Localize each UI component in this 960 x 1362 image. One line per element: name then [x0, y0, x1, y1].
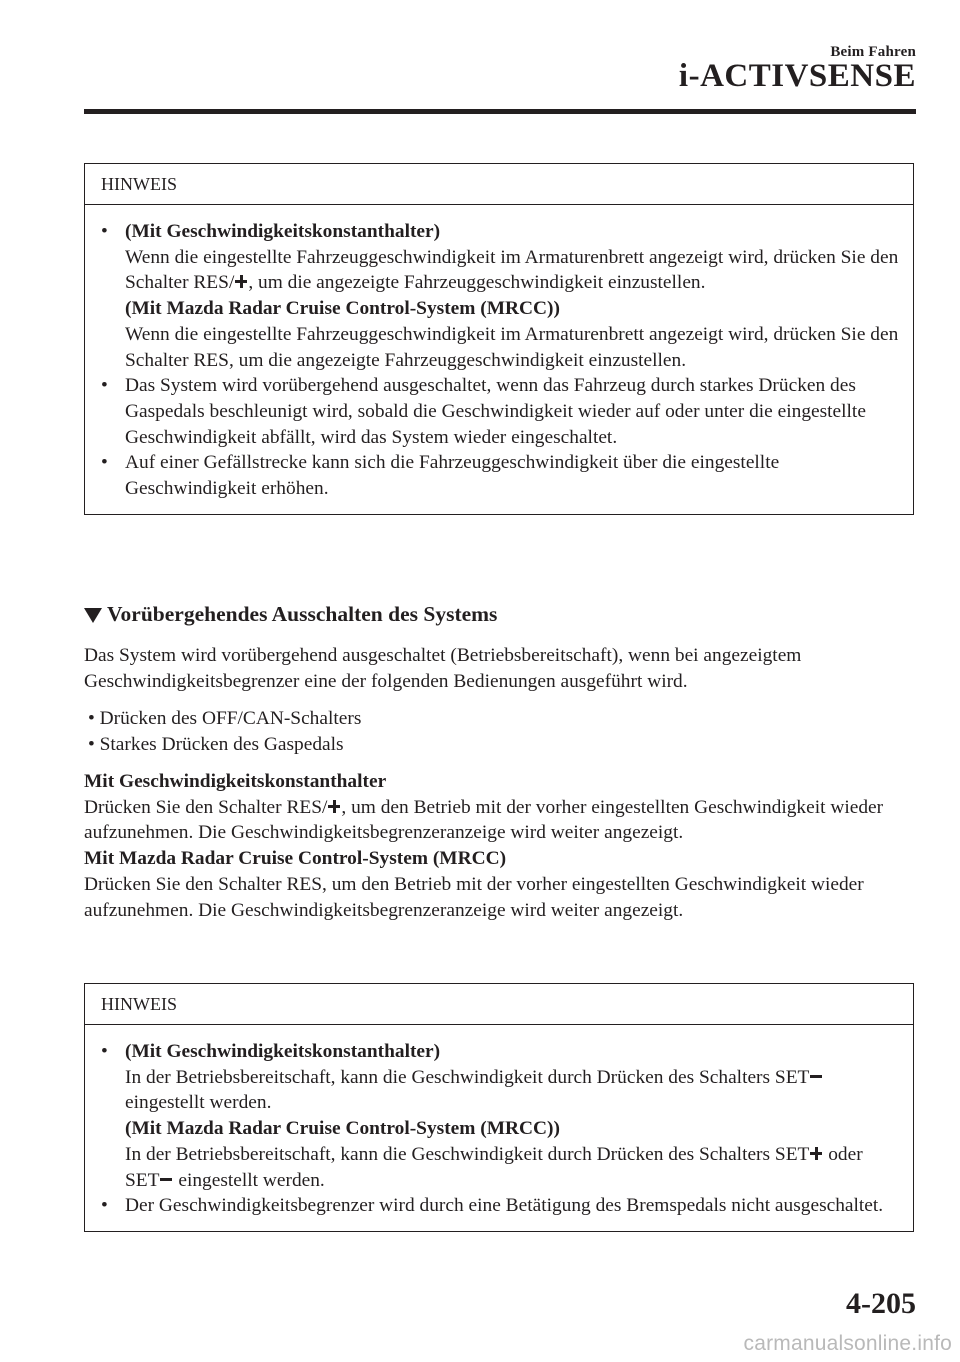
minus-icon	[810, 1070, 822, 1084]
header-rule	[84, 109, 916, 114]
chapter-title: i-ACTIVSENSE	[678, 58, 916, 94]
section-title: Beim Fahren	[830, 44, 916, 60]
triangle-down-icon	[84, 608, 102, 623]
note-text: Der Geschwindigkeitsbegrenzer wird durch eine Betätigung des Bremspedals nicht ausgeschaltet.	[125, 1195, 884, 1217]
bullet: •	[101, 1041, 108, 1062]
paragraph-cc: Drücken Sie den Schalter RES/ , um den Betrieb mit der vorher eingestellten Geschwindigkeit wieder aufzunehmen. Die Geschwindigkeitsbegrenzeranzeige wird weiter angezeigt.	[84, 796, 884, 844]
note-text: Auf einer Gefällstrecke kann sich die Fahrzeuggeschwindigkeit über die eingestellte Geschwindigkeit erhöhen.	[125, 452, 780, 500]
bullet: •	[101, 375, 108, 397]
operation-list	[88, 706, 361, 757]
list-item: • Starkes Drücken des Gaspedals	[88, 733, 344, 755]
note-text: Das System wird vorübergehend ausgeschaltet, wenn das Fahrzeug durch starkes Drücken des Gaspedals beschleunigt wird, sobald die Geschwindigkeit wieder auf oder unter die eingestellte Geschwindigkeit abfällt, wird das System wieder eingeschaltet.	[125, 375, 866, 448]
bullet: •	[101, 1195, 108, 1217]
bullet: •	[101, 452, 108, 474]
paragraph-mrcc: Drücken Sie den Schalter RES, um den Betrieb mit der vorher eingestellten Geschwindigkeit wieder aufzunehmen. Die Geschwindigkeitsbegrenzeranzeige wird weiter angezeigt.	[84, 873, 864, 921]
note-item	[101, 1039, 901, 1193]
note-item	[101, 219, 901, 373]
note-title: HINWEIS	[85, 164, 913, 205]
section-heading: Vorübergehendes Ausschalten des Systems	[84, 602, 497, 627]
note-subheading: (Mit Mazda Radar Cruise Control-System (MRCC))	[125, 1118, 560, 1140]
note-subheading: (Mit Geschwindigkeitskonstanthalter)	[125, 1041, 441, 1062]
note-text: Wenn die eingestellte Fahrzeuggeschwindigkeit im Armaturenbrett angezeigt wird, drücken Sie den Schalter RES/ , um die angezeigte Fahrzeuggeschwindigkeit einzustellen.	[125, 246, 899, 294]
note-title: HINWEIS	[85, 984, 913, 1025]
note-body	[85, 1025, 913, 1231]
note-box-1	[84, 163, 914, 515]
note-item	[101, 1193, 901, 1219]
list-item: • Drücken des OFF/CAN-Schalters	[88, 708, 362, 729]
note-subheading: (Mit Mazda Radar Cruise Control-System (MRCC))	[125, 298, 560, 320]
note-text: Wenn die eingestellte Fahrzeuggeschwindigkeit im Armaturenbrett angezeigt wird, drücken Sie den Schalter RES, um die angezeigte Fahrzeuggeschwindigkeit einzustellen.	[125, 323, 899, 371]
note-body	[85, 205, 913, 514]
section-intro: Das System wird vorübergehend ausgeschaltet (Betriebsbereitschaft), wenn bei angezeigtem Geschwindigkeitsbegrenzer eine der folgenden Bedienungen ausgeführt wird.	[84, 645, 802, 692]
note-item	[101, 450, 901, 501]
watermark: carmanualsonline.info	[743, 1332, 952, 1355]
minus-icon	[160, 1173, 172, 1187]
plus-icon	[235, 275, 247, 289]
subheading-mrcc: Mit Mazda Radar Cruise Control-System (MRCC)	[84, 848, 507, 870]
subheading-cc: Mit Geschwindigkeitskonstanthalter	[84, 771, 387, 792]
resume-instructions	[84, 769, 919, 923]
note-text: In der Betriebsbereitschaft, kann die Geschwindigkeit durch Drücken des Schalters SET eingestellt werden.	[125, 1065, 901, 1116]
note-text: In der Betriebsbereitschaft, kann die Geschwindigkeit durch Drücken des Schalters SET oder SET eingestellt werden.	[125, 1143, 863, 1191]
note-item	[101, 373, 901, 450]
page-number: 4-205	[846, 1287, 916, 1320]
bullet: •	[101, 221, 108, 242]
plus-icon	[328, 800, 340, 814]
plus-icon	[810, 1147, 822, 1161]
note-subheading: (Mit Geschwindigkeitskonstanthalter)	[125, 221, 441, 242]
note-box-2	[84, 983, 914, 1232]
